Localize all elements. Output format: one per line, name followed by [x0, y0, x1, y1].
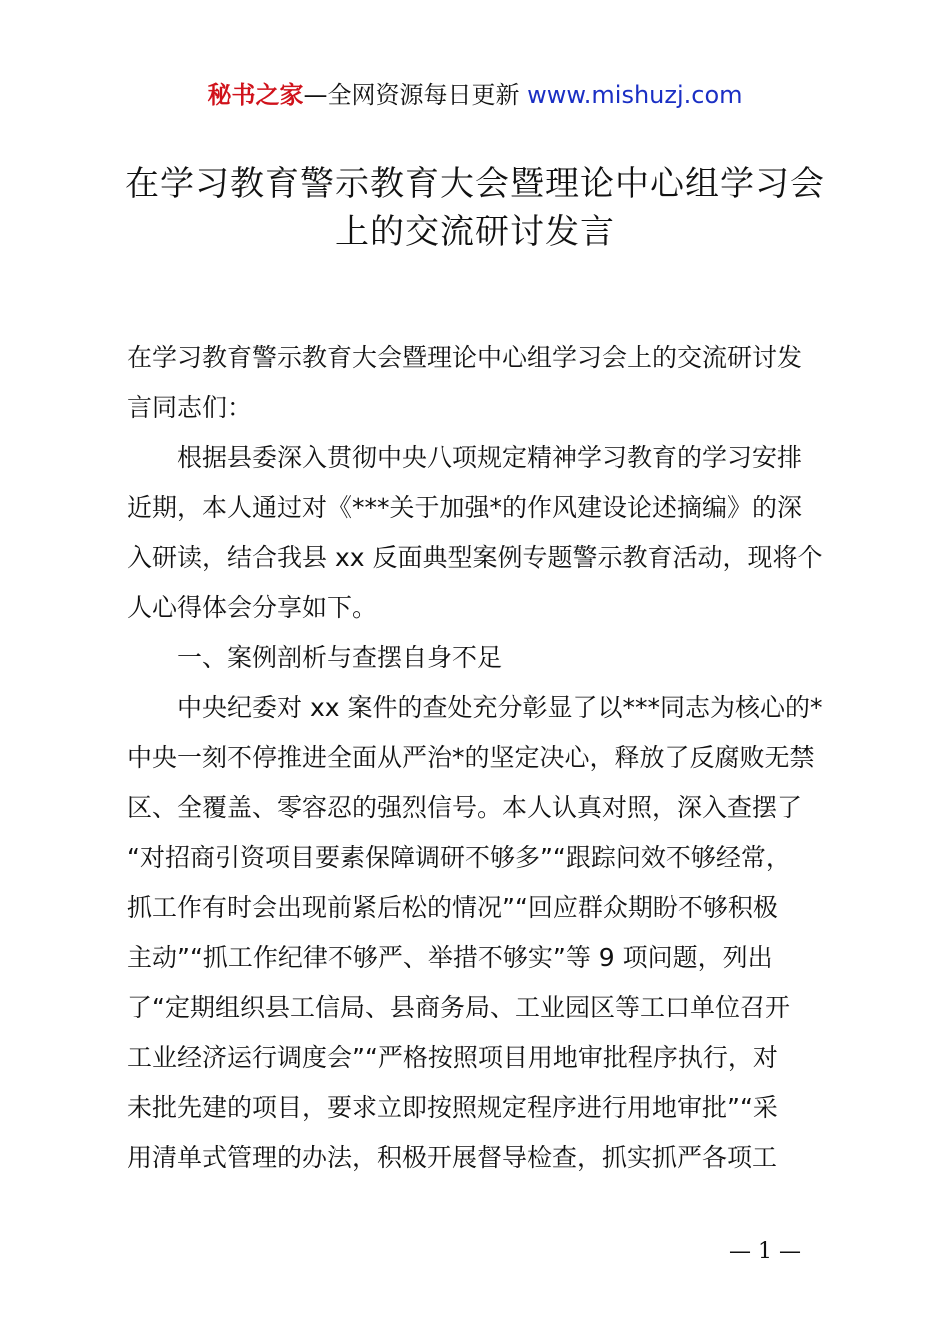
site-brand: 秘书之家 — [207, 81, 304, 109]
site-url-link[interactable]: www.mishuzj.com — [527, 81, 743, 109]
body-line: 入研读，结合我县 xx 反面典型案例专题警示教育活动，现将个 — [127, 543, 823, 572]
body-line: 未批先建的项目，要求立即按照规定程序进行用地审批”“采 — [127, 1093, 778, 1122]
site-header — [0, 78, 950, 112]
site-tagline: —全网资源每日更新 — [303, 81, 528, 109]
document-title — [100, 160, 850, 256]
body-line: 近期，本人通过对《***关于加强*的作风建设论述摘编》的深 — [127, 493, 803, 522]
body-line: 主动”“抓工作纪律不够严、举措不够实”等 9 项问题，列出 — [127, 943, 773, 972]
section-heading: 一、案例剖析与查摆自身不足 — [177, 643, 503, 672]
title-line-2: 上的交流研讨发言 — [335, 212, 615, 252]
body-line: 用清单式管理的办法，积极开展督导检查，抓实抓严各项工 — [127, 1143, 778, 1172]
body-line: 中央一刻不停推进全面从严治*的坚定决心，释放了反腐败无禁 — [127, 743, 815, 772]
body-line: 了“定期组织县工信局、县商务局、工业园区等工口单位召开 — [127, 993, 790, 1022]
body-line: 中央纪委对 xx 案件的查处充分彰显了以***同志为核心的* — [177, 693, 823, 722]
body-line: 言同志们： — [127, 393, 253, 422]
document-body — [127, 333, 837, 1183]
body-line: 工业经济运行调度会”“严格按照项目用地审批程序执行，对 — [127, 1043, 778, 1072]
body-line: “对招商引资项目要素保障调研不够多”“跟踪问效不够经常， — [127, 843, 791, 872]
body-line: 人心得体会分享如下。 — [127, 593, 378, 622]
body-line: 抓工作有时会出现前紧后松的情况”“回应群众期盼不够积极 — [127, 893, 778, 922]
title-line-1: 在学习教育警示教育大会暨理论中心组学习会 — [125, 164, 825, 204]
page-number: — 1 — — [729, 1239, 801, 1264]
body-line: 在学习教育警示教育大会暨理论中心组学习会上的交流研讨发 — [127, 343, 803, 372]
body-line: 根据县委深入贯彻中央八项规定精神学习教育的学习安排 — [177, 443, 803, 472]
body-line: 区、全覆盖、零容忍的强烈信号。本人认真对照，深入查摆了 — [127, 793, 803, 822]
